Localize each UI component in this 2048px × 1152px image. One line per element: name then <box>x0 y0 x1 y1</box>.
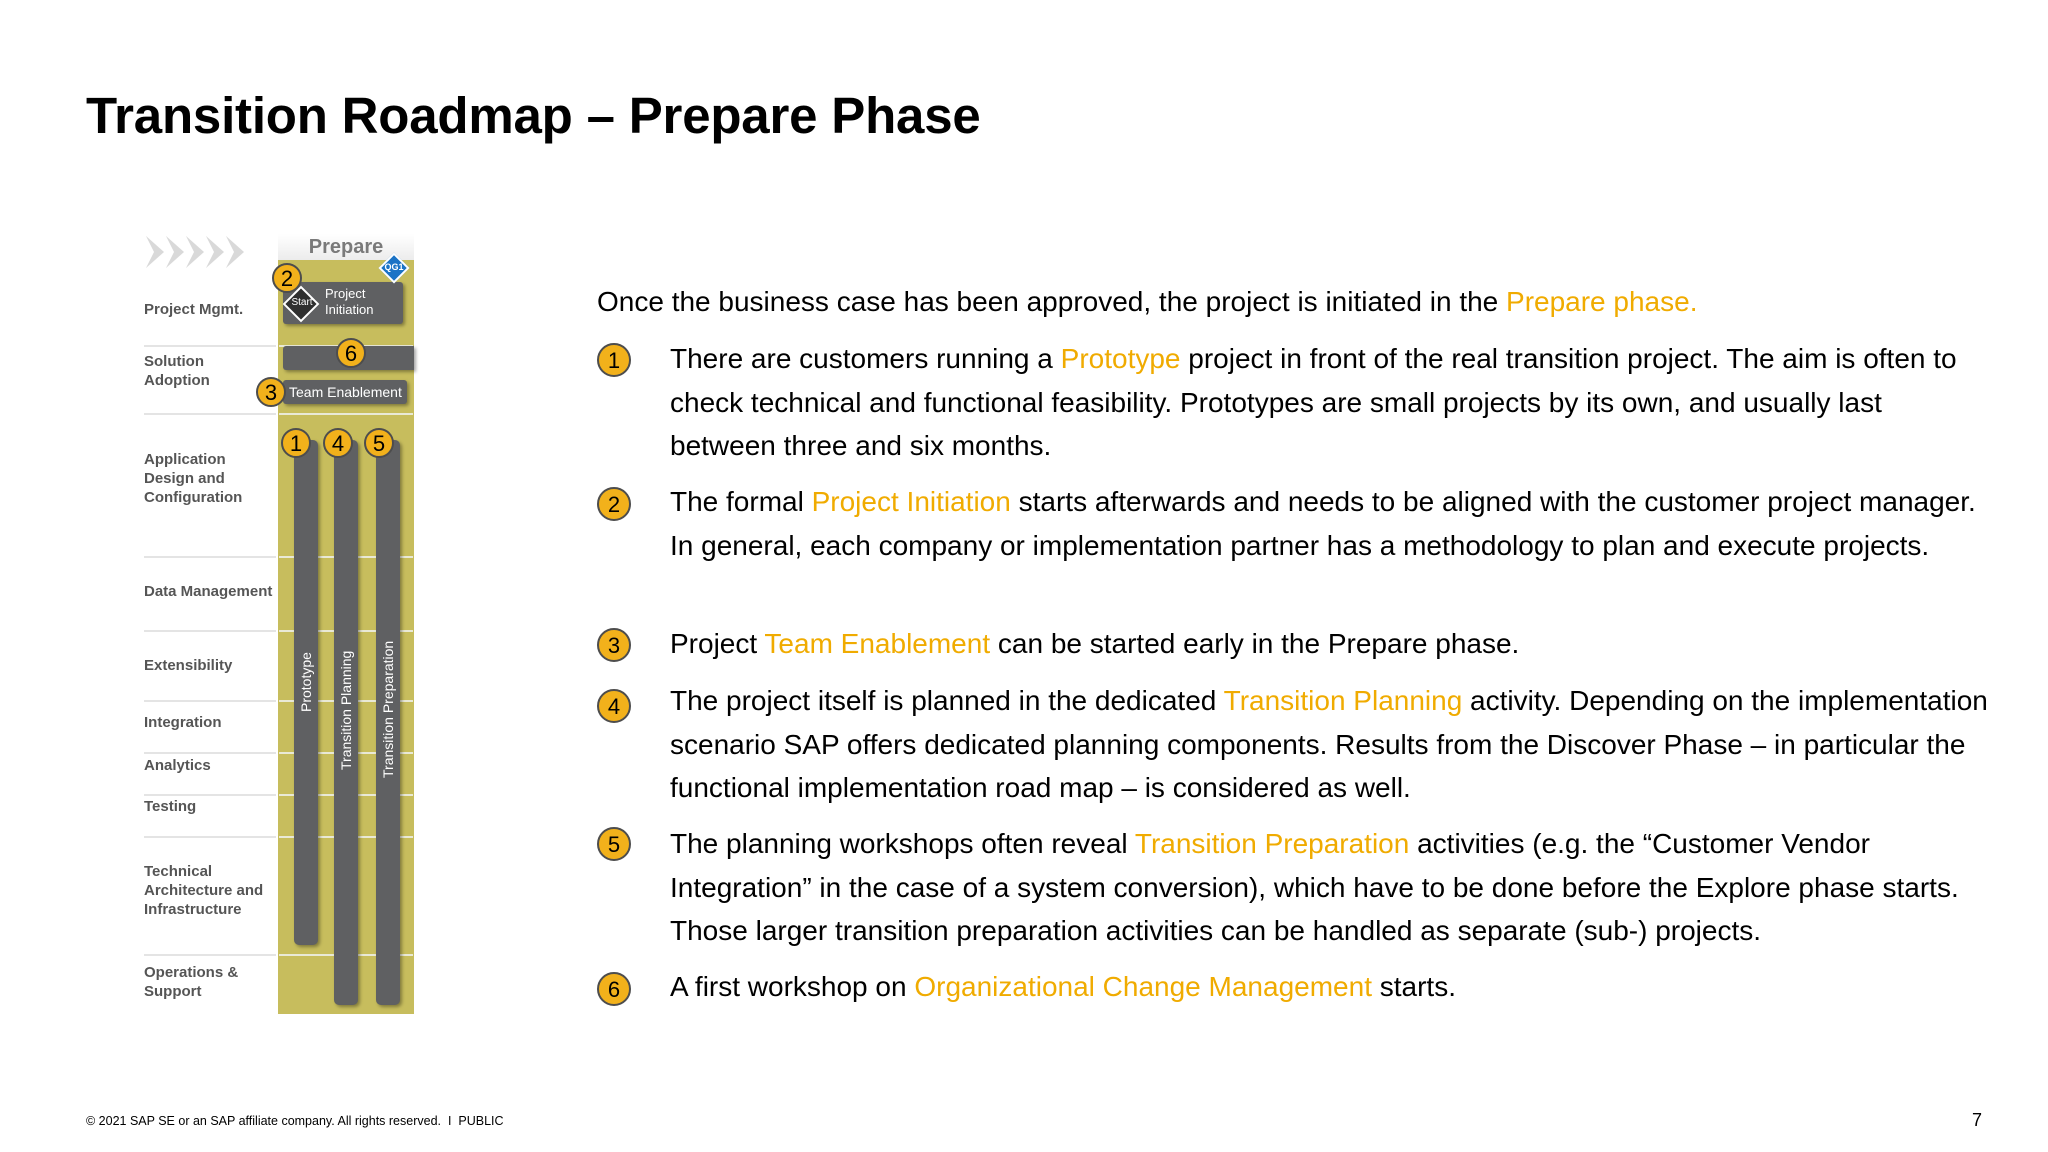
intro-highlight: Prepare phase. <box>1506 286 1698 317</box>
page-number: 7 <box>1971 1110 1982 1130</box>
item-5: The planning workshops often reveal Transition Preparation activities (e.g. the “Customer Vendor Integration” in the case of a system conversion), which have to be done before the Explore phase starts. Those larger transition preparation activities can be handled as separate (sub-) projects. <box>670 828 1959 946</box>
item-highlight: Transition Preparation <box>1134 828 1410 859</box>
phase-header: Prepare <box>278 234 414 260</box>
chevron-icon <box>226 236 244 268</box>
lane-label: Integration <box>144 714 222 731</box>
lane-separator <box>144 630 276 632</box>
item-3: Project Team Enablement can be started early in the Prepare phase. <box>670 628 1520 659</box>
lane-separator <box>144 700 276 702</box>
item-badge-1: 1 <box>597 343 631 377</box>
diagram-badge-2: 2 <box>272 263 302 293</box>
lane-separator <box>144 794 276 796</box>
lane-label: Application Design and Configuration <box>144 451 243 506</box>
transition-preparation-bar <box>376 440 400 1005</box>
item-badge-3: 3 <box>597 628 631 662</box>
diagram-badge-3: 3 <box>256 377 286 407</box>
item-6: A first workshop on Organizational Change Management starts. <box>670 971 1456 1002</box>
lane-label: Testing <box>144 798 197 815</box>
lane-separator <box>144 345 276 347</box>
lane-separator <box>144 836 276 838</box>
intro-text: Once the business case has been approved, the project is initiated in the <box>597 286 1507 317</box>
diagram-badge-1: 1 <box>281 428 311 458</box>
item-highlight: Organizational Change Management <box>914 971 1372 1002</box>
lane-label: Data Management <box>144 583 273 600</box>
item-highlight: Transition Planning <box>1223 685 1463 716</box>
lane-separator <box>144 752 276 754</box>
lane-label: Solution Adoption <box>144 353 210 389</box>
diagram-badge-5: 5 <box>364 428 394 458</box>
transition-preparation-bar-label: Transition Preparation <box>380 640 396 778</box>
quality-gate-label: QG1 <box>384 262 404 272</box>
item-1: There are customers running a Prototype project in front of the real transition project. The aim is often to check technical and functional feasibility. Prototypes are small projects by its own, and usually last between three and six months. <box>670 343 1957 461</box>
project-initiation-box: Project Initiation <box>283 282 403 324</box>
lane-label: Extensibility <box>144 657 233 674</box>
diagram-badge-6: 6 <box>336 338 366 368</box>
lane-label: Operations & Support <box>144 964 239 1000</box>
item-highlight: Prototype <box>1060 343 1181 374</box>
item-badge-6: 6 <box>597 972 631 1006</box>
intro-paragraph <box>597 282 1697 322</box>
chevron-icon <box>186 236 204 268</box>
prepare-phase-diagram <box>0 0 560 1152</box>
copyright-text: © 2021 SAP SE or an SAP affiliate company. All rights reserved. <box>86 1114 442 1128</box>
classification-label: PUBLIC <box>458 1114 504 1128</box>
lane-label: Technical Architecture and Infrastructure <box>144 863 264 918</box>
prototype-bar <box>294 440 318 945</box>
lane-separator <box>144 954 276 956</box>
transition-planning-bar <box>334 440 358 1005</box>
chevron-icon <box>146 236 164 268</box>
item-highlight: Project Initiation <box>811 486 1011 517</box>
lane-label: Analytics <box>144 757 211 774</box>
lane-separator <box>144 413 276 415</box>
chevron-icon <box>206 236 224 268</box>
footer <box>86 1114 504 1128</box>
item-badge-5: 5 <box>597 827 631 861</box>
item-4: The project itself is planned in the dedicated Transition Planning activity. Depending on the implementation scenario SAP offers dedicated planning components. Results from the Discover Phase – in particular the functional implementation road map – is considered as well. <box>670 685 1988 803</box>
lane-label: Project Mgmt. <box>144 301 244 318</box>
footer-separator: I <box>447 1114 452 1128</box>
prototype-bar-label: Prototype <box>298 652 314 712</box>
transition-planning-bar-label: Transition Planning <box>338 650 354 770</box>
page-title: Transition Roadmap – Prepare Phase <box>86 87 981 144</box>
team-enablement-box: Team Enablement <box>283 380 407 404</box>
item-badge-4: 4 <box>597 689 631 723</box>
start-label: Start <box>291 297 313 308</box>
lane-separator <box>279 413 413 415</box>
lane-separator <box>144 556 276 558</box>
item-badge-2: 2 <box>597 487 631 521</box>
chevron-icon <box>166 236 184 268</box>
item-2: The formal Project Initiation starts afterwards and needs to be aligned with the customer project manager. In general, each company or implementation partner has a methodology to plan and execute projects. <box>670 486 1976 561</box>
diagram-badge-4: 4 <box>323 428 353 458</box>
item-highlight: Team Enablement <box>764 628 991 659</box>
